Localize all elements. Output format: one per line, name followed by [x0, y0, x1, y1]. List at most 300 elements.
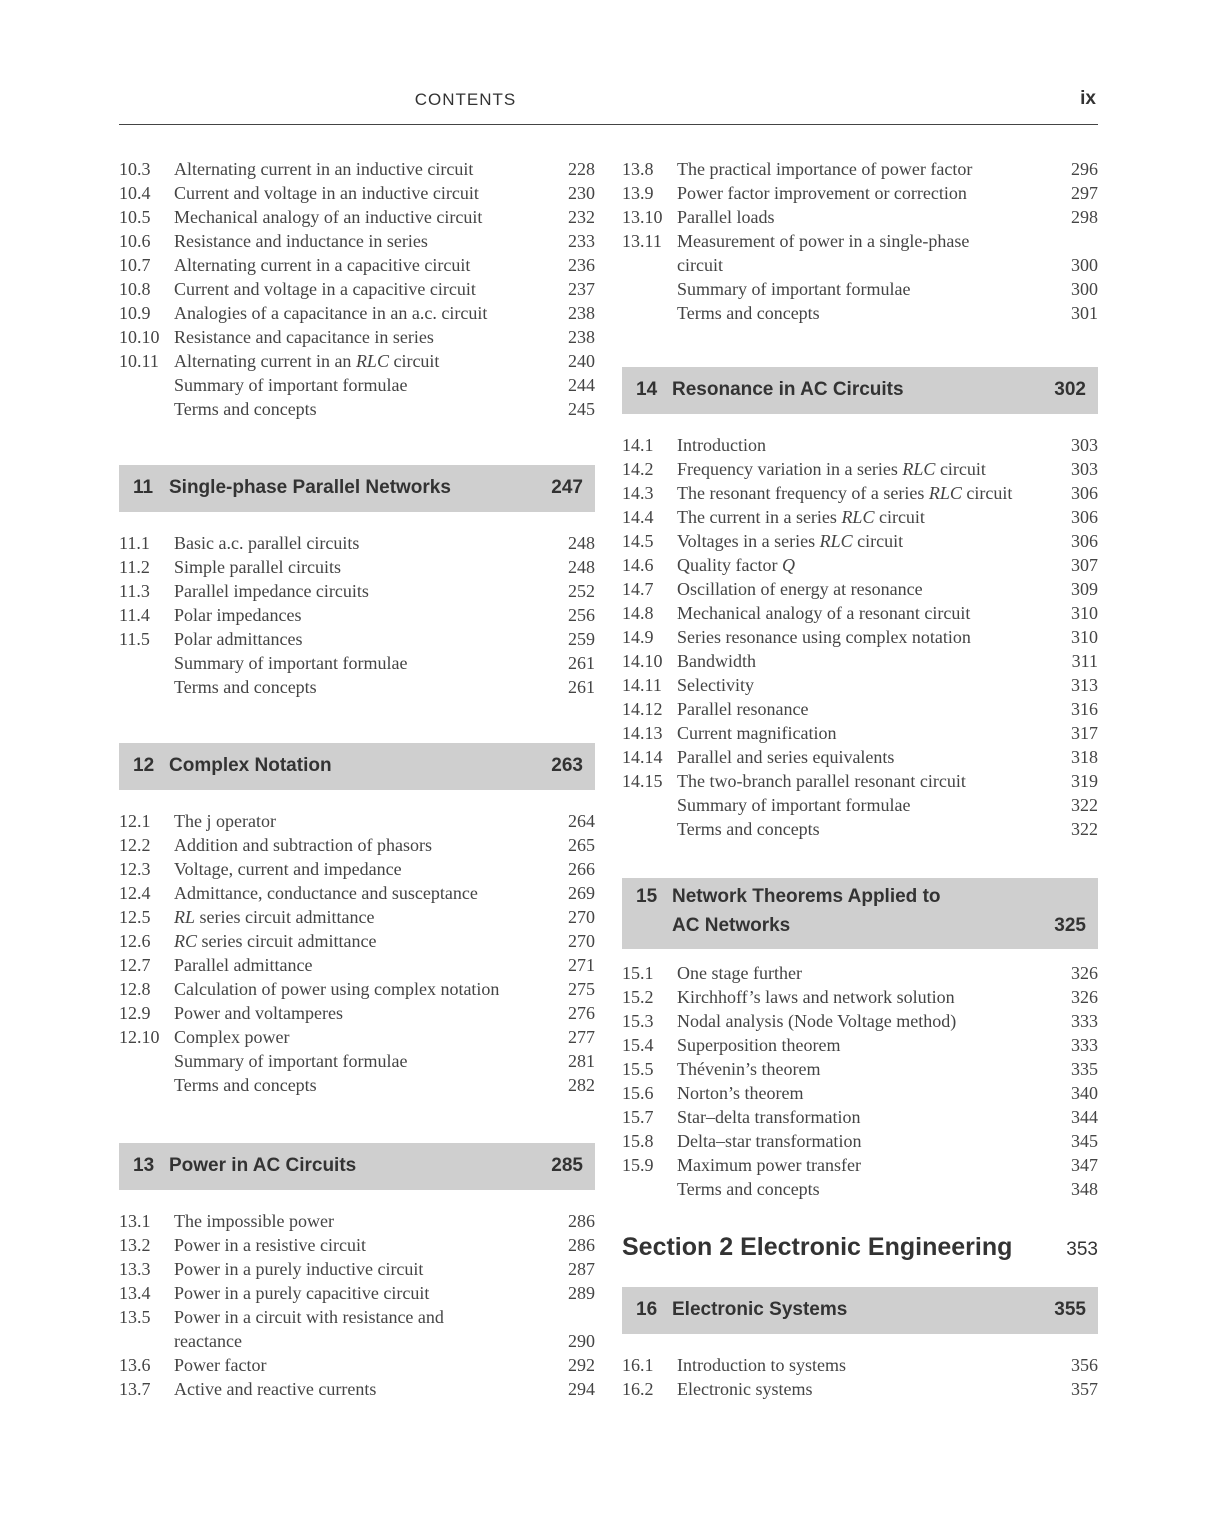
entry-number: 13.1: [119, 1211, 151, 1231]
entry-title: Parallel loads: [677, 207, 775, 227]
entry-page: 326: [1071, 963, 1098, 983]
entry-page: 228: [568, 159, 595, 179]
entry-number: 13.4: [119, 1283, 151, 1303]
toc-entry: [622, 181, 1098, 205]
entry-page: 286: [568, 1235, 595, 1255]
entry-title: [677, 505, 925, 529]
chapter-page: 263: [551, 754, 583, 776]
entry-title: Measurement of power in a single-phase: [677, 231, 970, 251]
entry-title: Current magnification: [677, 723, 837, 743]
toc-entry: [119, 651, 595, 675]
entry-number: 12.4: [119, 883, 151, 903]
entry-title: Selectivity: [677, 675, 754, 695]
toc-entry: [622, 157, 1098, 181]
entry-page: 296: [1071, 159, 1098, 179]
entry-page: 294: [568, 1379, 595, 1399]
chapter-page: 325: [1054, 915, 1086, 936]
section-title: Section 2 Electronic Engineering: [622, 1233, 1013, 1261]
entry-page: 237: [568, 279, 595, 299]
toc-entry: [119, 929, 595, 953]
entry-title: The j operator: [174, 811, 276, 831]
entry-number: 14.11: [622, 675, 662, 695]
entry-page: 303: [1071, 459, 1098, 479]
entry-title: [677, 553, 795, 577]
toc-entry: [119, 181, 595, 205]
toc-entry: [119, 1209, 595, 1233]
entry-number: 15.2: [622, 987, 654, 1007]
entry-page: 244: [568, 375, 595, 395]
entry-title: One stage further: [677, 963, 802, 983]
toc-entry: [119, 881, 595, 905]
entry-title: The two-branch parallel resonant circuit: [677, 771, 966, 791]
entry-title: Power and voltamperes: [174, 1003, 343, 1023]
entry-title: Mechanical analogy of a resonant circuit: [677, 603, 971, 623]
entry-title-part: The current in a series: [677, 507, 842, 527]
entry-page: 264: [568, 811, 595, 831]
entry-number: 14.3: [622, 483, 654, 503]
toc-entry: [119, 857, 595, 881]
toc-entry: [119, 1001, 595, 1025]
entry-page: 261: [568, 677, 595, 697]
entry-page: 233: [568, 231, 595, 251]
entry-title: [677, 457, 986, 481]
entry-title: The practical importance of power factor: [677, 159, 973, 179]
entry-title: Introduction to systems: [677, 1355, 846, 1375]
toc-entry: [119, 397, 595, 421]
entry-title: Simple parallel circuits: [174, 557, 341, 577]
toc-entry: [119, 579, 595, 603]
toc-entry: [119, 157, 595, 181]
entry-number: 15.9: [622, 1155, 654, 1175]
entry-title: Star–delta transformation: [677, 1107, 861, 1127]
entry-page: 335: [1071, 1059, 1098, 1079]
entry-number: 12.7: [119, 955, 151, 975]
entry-title: Polar admittances: [174, 629, 303, 649]
entry-page: 356: [1071, 1355, 1098, 1375]
entry-number: 13.11: [622, 231, 662, 251]
entry-title: Calculation of power using complex notation: [174, 979, 500, 999]
toc-entry: [622, 457, 1098, 481]
toc-entry: [119, 349, 595, 373]
toc-entry: [622, 553, 1098, 577]
toc-entry: [622, 301, 1098, 325]
entry-number: 14.6: [622, 555, 654, 575]
entry-page: 282: [568, 1075, 595, 1095]
toc-entry: [119, 1025, 595, 1049]
entry-page: 290: [568, 1331, 595, 1351]
entry-number: 10.11: [119, 351, 159, 371]
entry-number: 12.10: [119, 1027, 160, 1047]
entry-page: 322: [1071, 819, 1098, 839]
entry-title: Parallel resonance: [677, 699, 809, 719]
entry-title: Alternating current in a capacitive circuit: [174, 255, 471, 275]
chapter-13-heading: [119, 1143, 595, 1190]
entry-title: [174, 929, 376, 953]
entry-title: Power in a purely capacitive circuit: [174, 1283, 430, 1303]
entry-title: Summary of important formulae: [677, 795, 911, 815]
entry-number: 12.8: [119, 979, 151, 999]
toc-entry: [119, 1377, 595, 1401]
entry-title-part: The resonant frequency of a series: [677, 483, 929, 503]
page-number: ix: [1080, 88, 1096, 109]
entry-number: 15.5: [622, 1059, 654, 1079]
entry-page: 286: [568, 1211, 595, 1231]
toc-entry: [119, 253, 595, 277]
entry-number: 13.10: [622, 207, 663, 227]
entry-page: 298: [1071, 207, 1098, 227]
entry-page: 310: [1071, 627, 1098, 647]
entry-title: [174, 349, 439, 373]
entry-title: Summary of important formulae: [174, 375, 408, 395]
entry-title: reactance: [174, 1331, 242, 1351]
toc-entry: [119, 675, 595, 699]
entry-page: 240: [568, 351, 595, 371]
entry-number: 15.1: [622, 963, 654, 983]
entry-number: 14.9: [622, 627, 654, 647]
entry-title: Current and voltage in an inductive circuit: [174, 183, 479, 203]
entry-page: 259: [568, 629, 595, 649]
entry-number: 13.2: [119, 1235, 151, 1255]
entry-number: 10.5: [119, 207, 151, 227]
entry-title: Voltage, current and impedance: [174, 859, 402, 879]
toc-entry: [119, 531, 595, 555]
entry-page: 303: [1071, 435, 1098, 455]
toc-entry: [622, 1009, 1098, 1033]
toc-entry: [622, 1033, 1098, 1057]
toc-entry: [119, 833, 595, 857]
entry-title: Summary of important formulae: [677, 279, 911, 299]
entry-title-symbol: RL: [174, 907, 196, 927]
entry-page: 318: [1071, 747, 1098, 767]
chapter-page: 355: [1054, 1298, 1086, 1320]
toc-entry: [119, 905, 595, 929]
entry-page: 357: [1071, 1379, 1098, 1399]
toc-entry: [622, 433, 1098, 457]
entry-number: 13.8: [622, 159, 654, 179]
chapter-title-line2: AC Networks: [672, 915, 791, 936]
entry-number: 14.12: [622, 699, 663, 719]
chapter-title-line1: Network Theorems Applied to: [672, 886, 941, 907]
entry-page: 238: [568, 303, 595, 323]
toc-entry: [622, 481, 1098, 505]
entry-page: 232: [568, 207, 595, 227]
toc-entry: [622, 1353, 1098, 1377]
toc-entry: [622, 529, 1098, 553]
page-header: [119, 88, 1098, 125]
entry-title: Bandwidth: [677, 651, 756, 671]
entry-page: 306: [1071, 483, 1098, 503]
entry-page: 277: [568, 1027, 595, 1047]
entry-page: 287: [568, 1259, 595, 1279]
entry-title-part: circuit: [874, 507, 925, 527]
chapter-number: 12: [133, 754, 155, 776]
entry-title: Terms and concepts: [174, 399, 317, 419]
toc-entry: [119, 301, 595, 325]
entry-number: 14.14: [622, 747, 663, 767]
entry-title-symbol: RLC: [841, 507, 875, 527]
entry-page: 270: [568, 931, 595, 951]
toc-entry: [119, 627, 595, 651]
entry-title: Power in a purely inductive circuit: [174, 1259, 424, 1279]
entry-page: 292: [568, 1355, 595, 1375]
toc-entry: [119, 977, 595, 1001]
entry-title: circuit: [677, 255, 723, 275]
entry-title-symbol: RLC: [928, 483, 962, 503]
entry-title-symbol: RC: [174, 931, 198, 951]
toc-entry: [622, 673, 1098, 697]
entry-title-symbol: RLC: [355, 351, 389, 371]
toc-entry: [622, 985, 1098, 1009]
entry-number: 13.6: [119, 1355, 151, 1375]
chapter-16-heading: [622, 1287, 1098, 1334]
toc-entry: [119, 1049, 595, 1073]
toc-entry: [622, 601, 1098, 625]
entry-title: Terms and concepts: [174, 677, 317, 697]
chapter-title: Power in AC Circuits: [169, 1154, 357, 1176]
entry-title: Resistance and capacitance in series: [174, 327, 434, 347]
entry-title-part: Alternating current in an: [174, 351, 356, 371]
entry-page: 344: [1071, 1107, 1098, 1127]
chapter-number: 14: [636, 378, 658, 400]
toc-entry: [119, 373, 595, 397]
toc-entry: [622, 745, 1098, 769]
toc-entry: [622, 649, 1098, 673]
toc-entry: [119, 1281, 595, 1305]
chapter-12-heading: [119, 743, 595, 790]
chapter-number: 15: [636, 886, 658, 907]
entry-number: 12.3: [119, 859, 151, 879]
entry-title-part: series circuit admittance: [195, 907, 375, 927]
entry-page: 322: [1071, 795, 1098, 815]
entry-title: Norton’s theorem: [677, 1083, 804, 1103]
entry-page: 317: [1071, 723, 1098, 743]
toc-entry: [119, 809, 595, 833]
entry-title: Summary of important formulae: [174, 1051, 408, 1071]
entry-number: 15.7: [622, 1107, 654, 1127]
toc-entry: [622, 1057, 1098, 1081]
entry-title: Superposition theorem: [677, 1035, 841, 1055]
entry-number: 14.8: [622, 603, 654, 623]
entry-page: 309: [1071, 579, 1098, 599]
entry-title: Parallel and series equivalents: [677, 747, 895, 767]
entry-page: 230: [568, 183, 595, 203]
entry-title: [677, 481, 1012, 505]
section-2-heading: [622, 1233, 1098, 1269]
toc-entry: [119, 229, 595, 253]
section-page: 353: [1066, 1239, 1098, 1260]
toc-entry: [119, 277, 595, 301]
entry-title-symbol: RLC: [902, 459, 936, 479]
entry-page: 238: [568, 327, 595, 347]
toc-entry: [622, 1129, 1098, 1153]
toc-entry: [622, 697, 1098, 721]
entry-number: 14.7: [622, 579, 654, 599]
entry-page: 236: [568, 255, 595, 275]
toc-entry: [622, 793, 1098, 817]
chapter-number: 13: [133, 1154, 155, 1176]
toc-entry: [622, 577, 1098, 601]
entry-title: [174, 905, 374, 929]
entry-title: Terms and concepts: [677, 819, 820, 839]
entry-page: 269: [568, 883, 595, 903]
entry-page: 276: [568, 1003, 595, 1023]
entry-page: 248: [568, 533, 595, 553]
entry-title-part: series circuit admittance: [197, 931, 377, 951]
entry-title: Maximum power transfer: [677, 1155, 861, 1175]
entry-page: 300: [1071, 255, 1098, 275]
chapter-title: Complex Notation: [169, 754, 332, 776]
entry-page: 347: [1071, 1155, 1098, 1175]
entry-page: 311: [1071, 651, 1098, 671]
chapter-page: 285: [551, 1154, 583, 1176]
entry-number: 15.8: [622, 1131, 654, 1151]
toc-entry: [119, 1233, 595, 1257]
toc-entry: [622, 1153, 1098, 1177]
entry-page: 307: [1071, 555, 1098, 575]
entry-title: Oscillation of energy at resonance: [677, 579, 923, 599]
entry-page: 316: [1071, 699, 1098, 719]
entry-title: Analogies of a capacitance in an a.c. circuit: [174, 303, 488, 323]
entry-title: The impossible power: [174, 1211, 334, 1231]
entry-title: Terms and concepts: [677, 1179, 820, 1199]
chapter-page: 247: [551, 476, 583, 498]
entry-title: Current and voltage in a capacitive circuit: [174, 279, 476, 299]
entry-number: 12.5: [119, 907, 151, 927]
entry-title-part: circuit: [935, 459, 986, 479]
entry-page: 252: [568, 581, 595, 601]
entry-page: 333: [1071, 1011, 1098, 1031]
entry-title: Complex power: [174, 1027, 290, 1047]
chapter-title: Single-phase Parallel Networks: [169, 476, 451, 498]
entry-number: 14.1: [622, 435, 654, 455]
entry-number: 13.9: [622, 183, 654, 203]
toc-entry: [119, 603, 595, 627]
entry-page: 348: [1071, 1179, 1098, 1199]
entry-number: 12.6: [119, 931, 151, 951]
entry-number: 13.5: [119, 1307, 151, 1327]
entry-page: 306: [1071, 507, 1098, 527]
entry-page: 248: [568, 557, 595, 577]
entry-number: 10.10: [119, 327, 160, 347]
toc-entry: [119, 1329, 595, 1353]
entry-number: 10.6: [119, 231, 151, 251]
entry-title-part: Frequency variation in a series: [677, 459, 903, 479]
entry-title: Terms and concepts: [174, 1075, 317, 1095]
entry-page: 300: [1071, 279, 1098, 299]
toc-entry: [622, 1105, 1098, 1129]
chapter-number: 16: [636, 1298, 658, 1320]
entry-page: 275: [568, 979, 595, 999]
entry-title: Parallel impedance circuits: [174, 581, 369, 601]
entry-number: 12.9: [119, 1003, 151, 1023]
entry-number: 15.6: [622, 1083, 654, 1103]
entry-title-symbol: Q: [781, 555, 795, 575]
entry-page: 270: [568, 907, 595, 927]
toc-entry: [119, 555, 595, 579]
entry-title: Addition and subtraction of phasors: [174, 835, 432, 855]
entry-title: Nodal analysis (Node Voltage method): [677, 1011, 957, 1031]
entry-number: 12.1: [119, 811, 151, 831]
entry-number: 14.13: [622, 723, 663, 743]
entry-title: Delta–star transformation: [677, 1131, 862, 1151]
entry-title: Summary of important formulae: [174, 653, 408, 673]
entry-title: Parallel admittance: [174, 955, 313, 975]
entry-title: Kirchhoff’s laws and network solution: [677, 987, 955, 1007]
entry-title-part: Voltages in a series: [677, 531, 820, 551]
entry-title: Basic a.c. parallel circuits: [174, 533, 360, 553]
entry-title-part: circuit: [852, 531, 904, 551]
entry-title: Mechanical analogy of an inductive circuit: [174, 207, 483, 227]
entry-page: 301: [1071, 303, 1098, 323]
entry-number: 11.4: [119, 605, 150, 625]
entry-number: 15.3: [622, 1011, 654, 1031]
entry-page: 319: [1071, 771, 1098, 791]
toc-entry: [622, 253, 1098, 277]
entry-page: 345: [1071, 1131, 1098, 1151]
entry-title: Alternating current in an inductive circuit: [174, 159, 474, 179]
entry-title: Power factor improvement or correction: [677, 183, 967, 203]
entry-page: 265: [568, 835, 595, 855]
chapter-15-heading: [622, 878, 1098, 949]
toc-entry: [622, 229, 1098, 253]
toc-entry: [119, 1353, 595, 1377]
entry-number: 16.1: [622, 1355, 654, 1375]
entry-title: Power factor: [174, 1355, 267, 1375]
entry-page: 297: [1071, 183, 1098, 203]
entry-page: 289: [568, 1283, 595, 1303]
entry-number: 11.2: [119, 557, 150, 577]
entry-number: 11.5: [119, 629, 150, 649]
toc-entry: [622, 625, 1098, 649]
entry-number: 13.3: [119, 1259, 151, 1279]
entry-title-part: Quality factor: [677, 555, 782, 575]
toc-entry: [119, 1073, 595, 1097]
entry-number: 14.5: [622, 531, 654, 551]
entry-number: 10.7: [119, 255, 151, 275]
entry-number: 13.7: [119, 1379, 151, 1399]
entry-page: 245: [568, 399, 595, 419]
entry-number: 16.2: [622, 1379, 654, 1399]
entry-number: 12.2: [119, 835, 151, 855]
chapter-11-heading: [119, 465, 595, 512]
entry-page: 256: [568, 605, 595, 625]
running-head: CONTENTS: [414, 90, 517, 109]
toc-entry: [622, 1177, 1098, 1201]
toc-entry: [622, 1081, 1098, 1105]
entry-title: Polar impedances: [174, 605, 302, 625]
toc-entry: [622, 277, 1098, 301]
entry-title: Power in a resistive circuit: [174, 1235, 366, 1255]
chapter-14-heading: [622, 367, 1098, 414]
entry-title: Series resonance using complex notation: [677, 627, 971, 647]
entry-title: Active and reactive currents: [174, 1379, 377, 1399]
entry-number: 14.15: [622, 771, 663, 791]
toc-entry: [622, 721, 1098, 745]
entry-title-symbol: RLC: [819, 531, 853, 551]
entry-number: 10.4: [119, 183, 151, 203]
entry-page: 313: [1071, 675, 1098, 695]
entry-page: 340: [1071, 1083, 1098, 1103]
entry-number: 14.2: [622, 459, 654, 479]
toc-entry: [622, 817, 1098, 841]
chapter-page: 302: [1054, 378, 1086, 400]
toc-entry: [119, 325, 595, 349]
entry-page: 306: [1071, 531, 1098, 551]
entry-page: 271: [568, 955, 595, 975]
entry-number: 14.10: [622, 651, 663, 671]
toc-entry: [622, 769, 1098, 793]
entry-page: 261: [568, 653, 595, 673]
